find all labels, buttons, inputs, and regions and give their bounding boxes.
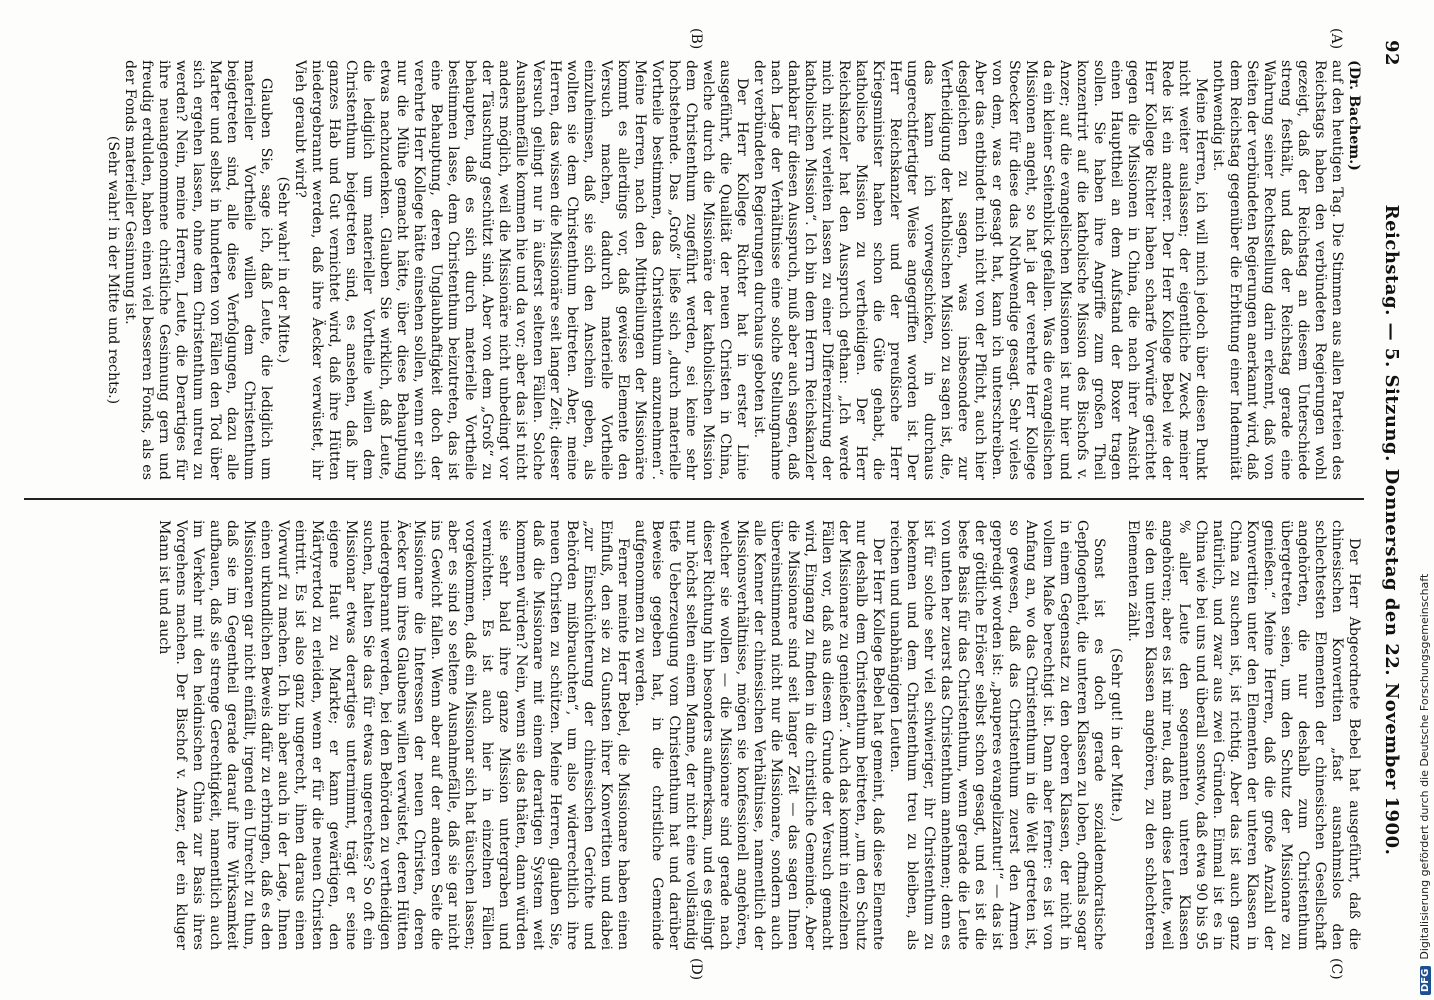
margin-letter-d: (D): [688, 958, 704, 981]
interjection: (Sehr wahr! in der Mitte.): [275, 176, 291, 364]
left-paragraph: Der Herr Kollege Richter hat in erster Linie ausgeführt, die Qualität der neuen Christen in China, welche durch die Missionäre der katholischen Mission dem Christenthum zugeführt werden, sei keine sehr hochstehende. Das „Groß“ ließe sich „durch materielle Vortheile bestimmen, das Christenthum anzunehmen“. Meine Herren, nach den Mittheilungen der Missionäre kommt es allerdings vor, daß gewisse Elemente den Versuch machen, dadurch materielle Vortheile einzuheimsen, daß sie sich den Anschein geben, als wollten sie dem Christenthum beitreten. Aber, meine Herren, das wissen die Missionäre seit langer Zeit; dieser Versuch gelingt nur in äußerst seltenen Fällen. Solche Ausnahmefälle kommen hie und da vor; aber das ist nicht anders möglich, weil die Missionäre nicht unbedingt vor der Täuschung geschützt sind. Aber von dem „Groß“ zu behaupten, daß es sich durch materielle Vortheile bestimmen lasse, dem Christenthum beizutreten, das ist eine Behauptung, deren Unglaubhaftigkeit doch der verehrte Herr Kollege hätte einsehen sollen, wenn er sich nur die Mühe gemacht hätte, über diese Behauptung etwas nachzudenken. Glauben Sie wirklich, daß Leute, die lediglich um materieller Vortheile willen dem Christenthum beigetreten sind, es ansehen, daß ihr ganzes Hab und Gut vernichtet wird, daß ihre Hütten niedergebrannt werden, daß ihre Äecker verwüstet, ihr Vieh geraubt wird?: [292, 60, 750, 480]
right-paragraph: Der Herr Abgeordnete Bebel hat ausgeführt, daß die chinesischen Konvertiten „fast ausnahmslos den schlechtesten Elementen der chinesischen Gesellschaft angehörten, die nur deshalb zum Christenthum übergetreten seien, um den Schutz der Missionare zu genießen.“ Meine Herren, daß die große Anzahl der Konvertiten unter den Elementen der unteren Klassen in China zu suchen ist, ist richtig. Aber das ist auch ganz natürlich, und zwar aus zwei Gründen. Einmal ist es in China wie bei uns und überall sonstwo, daß etwa 90 bis 95 % aller Leute den sogenannten unteren Klassen angehören; aber es ist mir neu, daß man diese Leute, weil sie den unteren Klassen angehören, zu den schlechteren Elementen zählt.: [1125, 520, 1362, 950]
right-paragraph: Sonst ist es doch gerade sozialdemokratische Gepflogenheit, die unteren Klassen zu loben, oftmals sogar in einem Gegensatz zu den oberen Klassen, der nicht in vollem Maße berechtigt ist. Dann aber ferner: es ist von Anfang an, wo das Christenthum in die Welt getreten ist, so gewesen, daß das Christenthum zuerst den Armen gepredigt worden ist: „pauperes evangelizantur!“ — das ist der göttliche Erlöser selbst schon gesagt, und es ist die beste Basis für das Christenthum, wenn gerade die Leute von unten her zuerst das Christenthum annehmen; denn es ist für solche sehr viel schwieriger, ihr Christenthum zu bekennen und dem Christenthum treu zu bleiben, als reichen und unabhängigen Leuten.: [887, 520, 1107, 950]
interjection: (Sehr wahr! in der Mitte und rechts.): [105, 135, 121, 405]
margin-letter-a: (A): [1328, 28, 1344, 50]
page-header: [1368, 30, 1402, 960]
interjection: (Sehr gut! in der Mitte.): [1108, 647, 1124, 823]
dfg-logo-icon: DFG: [1420, 966, 1431, 995]
left-paragraph: Meine Herren, ich will mich jedoch über diesen Punkt nicht weiter auslassen; der eigentliche Zweck meiner Rede ist ein anderer. Der Herr Kollege Bebel wie der Herr Kollege Richter haben scharfe Vorwürfe gerichtet gegen die Missionen in China, die nach ihrer Ansicht einen Haupttheil an dem Aufstand der Boxer tragen sollen. Sie haben ihre Angriffe zum großen Theil konzentrirt auf die katholische Mission des Bischofs v. Anzer; auf die evangelischen Missionen ist nur hier und da ein kleiner Seitenblick gefallen. Was die evangelischen Missionen angeht, so hat ja der verehrte Herr Kollege Stoecker für diese das Nothwendige gesagt. Sehr vieles von dem, was er gesagt hat, kann ich unterschreiben. Aber das entbindet mich nicht von der Pflicht, auch hier desgleichen zu sagen, was insbesondere zur Vertheidigung der katholischen Mission zu sagen ist, die, das kann ich vorwegschicken, in durchaus ungerechtfertigter Weise angegriffen worden ist. Der Herr Reichskanzler und der preußische Herr Kriegsminister haben schon die Güte gehabt, die katholische Mission zu vertheidigen. Der Herr Reichskanzler hat den Ausspruch gethan: „Ich werde mich nicht verleiten lassen zu einer Differenzirung der katholischen Mission“. Ich bin dem Herrn Reichskanzler dankbar für diesen Ausspruch, muß aber auch sagen, daß nach Lage der Verhältnisse eine solche Stellungnahme der verbündeten Regierungen durchaus geboten ist.: [751, 60, 1209, 480]
column-divider: [24, 498, 1364, 500]
margin-letter-c: (C): [1328, 958, 1344, 980]
right-paragraph: Ferner meinte Herr Bebel, die Missionare haben einen Einfluß, den sie zu Gunsten ihrer Konvertiten und dabei „zur Einschüchterung der chinesischen Gerichte und Behörden mißbrauchten“, um also widerrechtlich ihre neuen Christen zu schützen. Meine Herren, glauben Sie, daß die Missionare mit einem derartigen System weit kommen würden? Nein, wenn sie das thäten, dann würden sie sehr bald ihre ganze Mission untergraben und vernichten. Es ist auch hier in einzelnen Fällen vorgekommen, daß ein Missionar sich hat täuschen lassen; aber es sind so seltene Ausnahmefälle, daß sie gar nicht ins Gewicht fallen. Wenn aber auf der anderen Seite die Missionare die Interessen der neuen Christen, deren Äecker um ihres Glaubens willen verwüstet, deren Hütten niedergebrannt werden, bei den Behörden zu vertheidigen suchen, halten Sie das für etwas ungerechtes? So oft ein Missionar etwas derartiges unternimmt, trägt er seine eigene Haut zu Markte; er kann gewärtigen, den Märtyrertod zu erleiden, wenn er für die neuen Christen eintritt. Es ist also ganz ungerecht, ihnen daraus einen Vorwurf zu machen. Ich bin aber auch in der Lage, Ihnen einen urkundlichen Beweis dafür zu erbringen, daß es den Missionaren gar nicht einfällt, irgend ein Unrecht zu thun, daß sie im Gegentheil gerade darauf ihre Wirksamkeit aufbauen, daß sie strenge Gerechtigkeit, namentlich auch im Verkehr mit den heidnischen China zur Basis ihres Vorgehens machen. Der Bischof v. Anzer, der ein kluger Mann ist und auch: [156, 520, 631, 950]
speaker-label: (Dr. Bachem.): [1346, 60, 1362, 171]
page-number: 92: [1381, 40, 1402, 67]
margin-letter-b: (B): [688, 28, 704, 50]
digitization-credit: [1418, 0, 1434, 995]
right-paragraph: Der Herr Kollege Bebel hat gemeint, daß diese Elemente nur deshalb dem Christenthum beitreten, „um den Schutz der Missionare zu genießen“. Auch das kommt in einzelnen Fällen vor, daß aus diesem Grunde der Versuch gemacht wird, Eingang zu finden in die christliche Gemeinde. Aber die Missionare sind seit langer Zeit — das sagen Ihnen übereinstimmend nicht nur die Missionare, sondern auch alle Kenner der chinesischen Verhältnisse, namentlich der Missionsverhältnisse, mögen sie konfessionell angehören, welcher sie wollen — die Missionare sind gerade nach dieser Richtung hin besonders aufmerksam, und es gelingt nur höchst selten einem Manne, der nicht eine vollständig tiefe Ueberzeugung vom Christenthum hat und darüber Beweise gegeben hat, in die christliche Gemeinde aufgenommen zu werden.: [632, 520, 886, 950]
left-paragraph: auf den heutigen Tag. Die Stimmen aus allen Parteien des Reichstags haben den verbündeten Regierungen wohl gezeigt, daß der Reichstag an diesem Unterschiede streng festhält, und daß der Reichstag gerade eine Wahrung seiner Rechtsstellung darin erkennt, daß von Seiten der verbündeten Regierungen anerkannt wird, daß dem Reichstag gegenüber die Erbittung einer Indemnität nothwendig ist.: [1210, 60, 1345, 480]
running-title: Reichstag. — 5. Sitzung. Donnerstag den 22. November 1900.: [1381, 204, 1402, 856]
right-column: [22, 520, 1362, 950]
left-paragraph: Glauben Sie, sage ich, daß Leute, die lediglich um materieller Vortheile willen dem Christenthum beigetreten sind, alle diese Verfolgungen, dazu alle Marter und selbst in hunderten von Fällen den Tod über sich ergehen lassen, ohne dem Christenthum untreu zu werden? Nein, meine Herren, Leute, die Derartiges für ihre neuangenommene christliche Gesinnung gern und freudig erdulden, haben einen viel besseren Fonds, als es der Fonds materieller Gesinnung ist.: [122, 60, 274, 480]
left-column: [22, 60, 1362, 480]
credit-text: Digitalisierung gefördert durch die Deutsche Forschungsgemeinschaft: [1418, 573, 1431, 960]
